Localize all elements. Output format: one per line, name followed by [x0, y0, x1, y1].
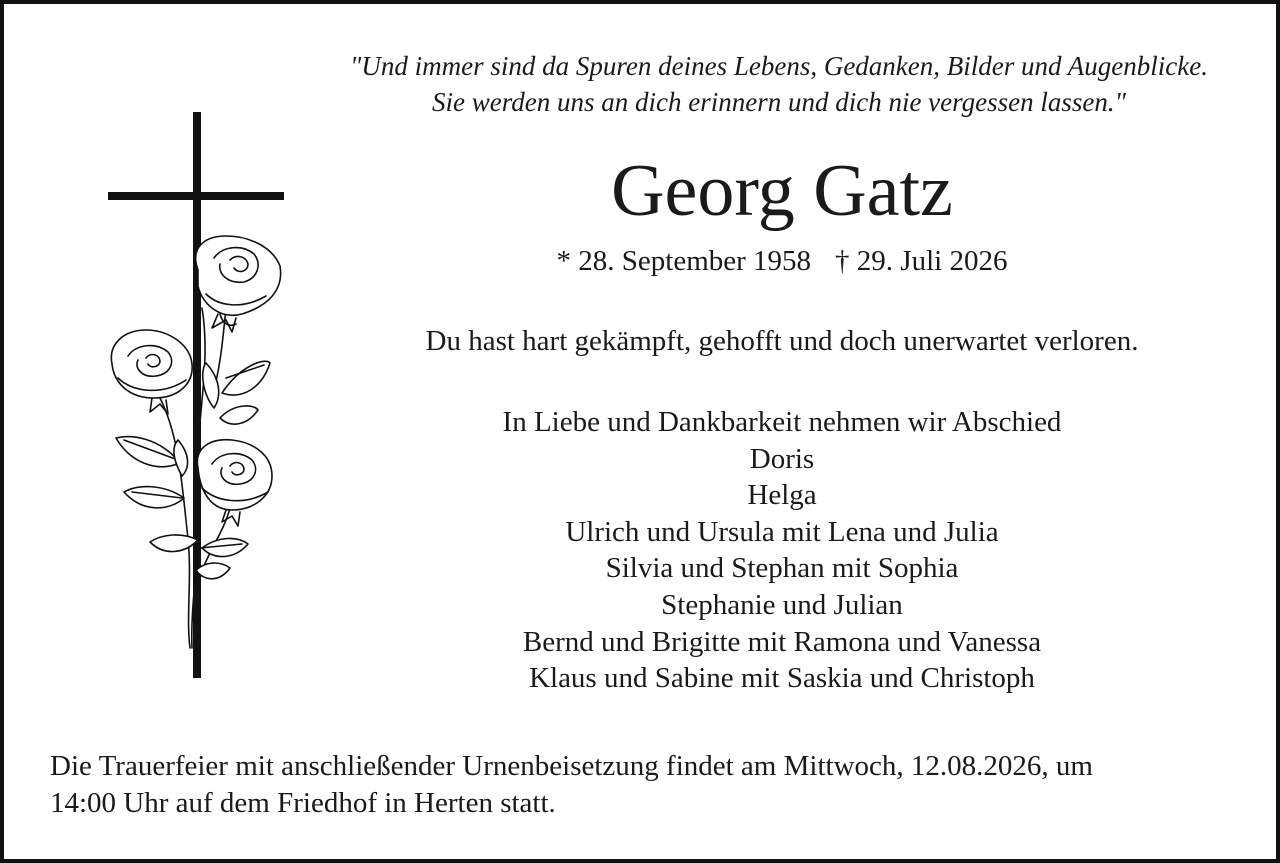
funeral-details	[50, 748, 1250, 822]
deceased-name: Georg Gatz	[611, 150, 953, 232]
family-member: Stephanie und Julian	[661, 588, 903, 621]
family-member: Klaus und Sabine mit Saskia und Christoph	[529, 662, 1035, 695]
memorial-quote	[304, 48, 1254, 120]
cross-with-roses	[102, 108, 292, 688]
family-member: Doris	[749, 442, 815, 475]
funeral-line-1: Die Trauerfeier mit anschließender Urnenbeisetzung findet am Mittwoch, 12.08.2026, um	[50, 750, 1093, 782]
family-member: Helga	[747, 479, 817, 512]
family-member: Bernd und Brigitte mit Ramona und Vanessa	[522, 625, 1042, 658]
funeral-line-2: 14:00 Uhr auf dem Friedhof in Herten statt.	[50, 787, 556, 819]
family-intro: In Liebe und Dankbarkeit nehmen wir Abschied	[502, 406, 1062, 438]
family-list	[384, 404, 1180, 697]
family-member: Ulrich und Ursula mit Lena und Julia	[565, 515, 999, 548]
quote-line-1: "Und immer sind da Spuren deines Lebens, Gedanken, Bilder und Augenblicke.	[350, 51, 1208, 81]
family-member: Silvia und Stephan mit Sophia	[605, 552, 959, 585]
life-dates	[384, 242, 1180, 280]
farewell-motto: Du hast hart gekämpft, gehofft und doch unerwartet verloren.	[425, 325, 1139, 357]
death-date: † 29. Juli 2026	[835, 245, 1008, 277]
quote-line-2: Sie werden uns an dich erinnern und dich nie vergessen lassen."	[432, 87, 1126, 117]
birth-date: * 28. September 1958	[556, 245, 812, 277]
